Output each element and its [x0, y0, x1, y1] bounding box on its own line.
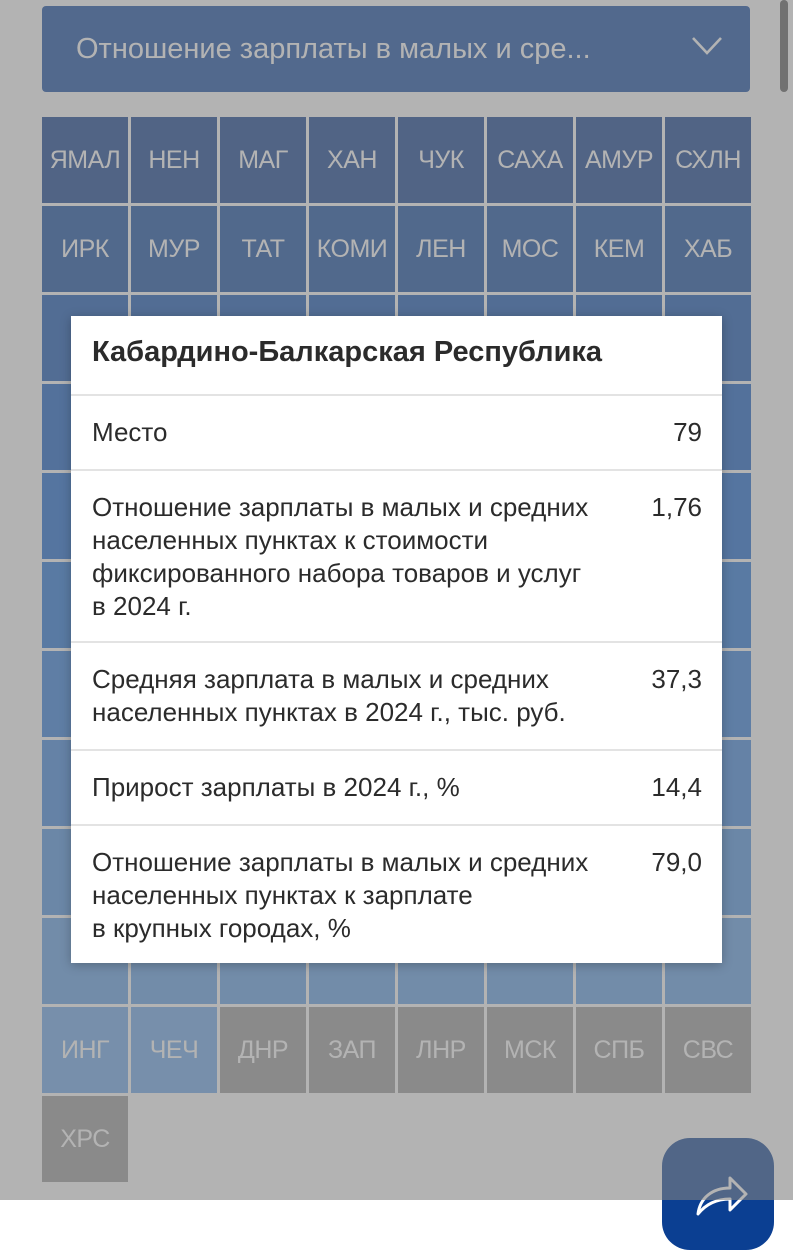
salary-growth-label: Прирост зарплаты в 2024 г., % — [92, 772, 460, 802]
ratio-basket-value: 1,76 — [651, 492, 702, 522]
divider — [71, 394, 722, 396]
ratio-cities-value: 79,0 — [651, 847, 702, 877]
divider — [71, 749, 722, 751]
region-info-dialog — [71, 316, 722, 963]
ratio-basket-label: Отношение зарплаты в малых и средних населенных пунктах к стоимости фиксированного набора товаров и услуг в 2024 г. — [92, 492, 589, 621]
divider — [71, 824, 722, 826]
avg-salary-label: Средняя зарплата в малых и средних населенных пунктах в 2024 г., тыс. руб. — [92, 664, 566, 727]
divider — [71, 469, 722, 471]
rank-value: 79 — [673, 417, 702, 447]
salary-growth-value: 14,4 — [651, 772, 702, 802]
avg-salary-value: 37,3 — [651, 664, 702, 694]
dialog-title: Кабардино-Балкарская Республика — [92, 336, 603, 368]
rank-label: Место — [92, 417, 168, 447]
ratio-cities-label: Отношение зарплаты в малых и средних населенных пунктах к зарплате в крупных городах, % — [92, 847, 589, 943]
divider — [71, 641, 722, 643]
